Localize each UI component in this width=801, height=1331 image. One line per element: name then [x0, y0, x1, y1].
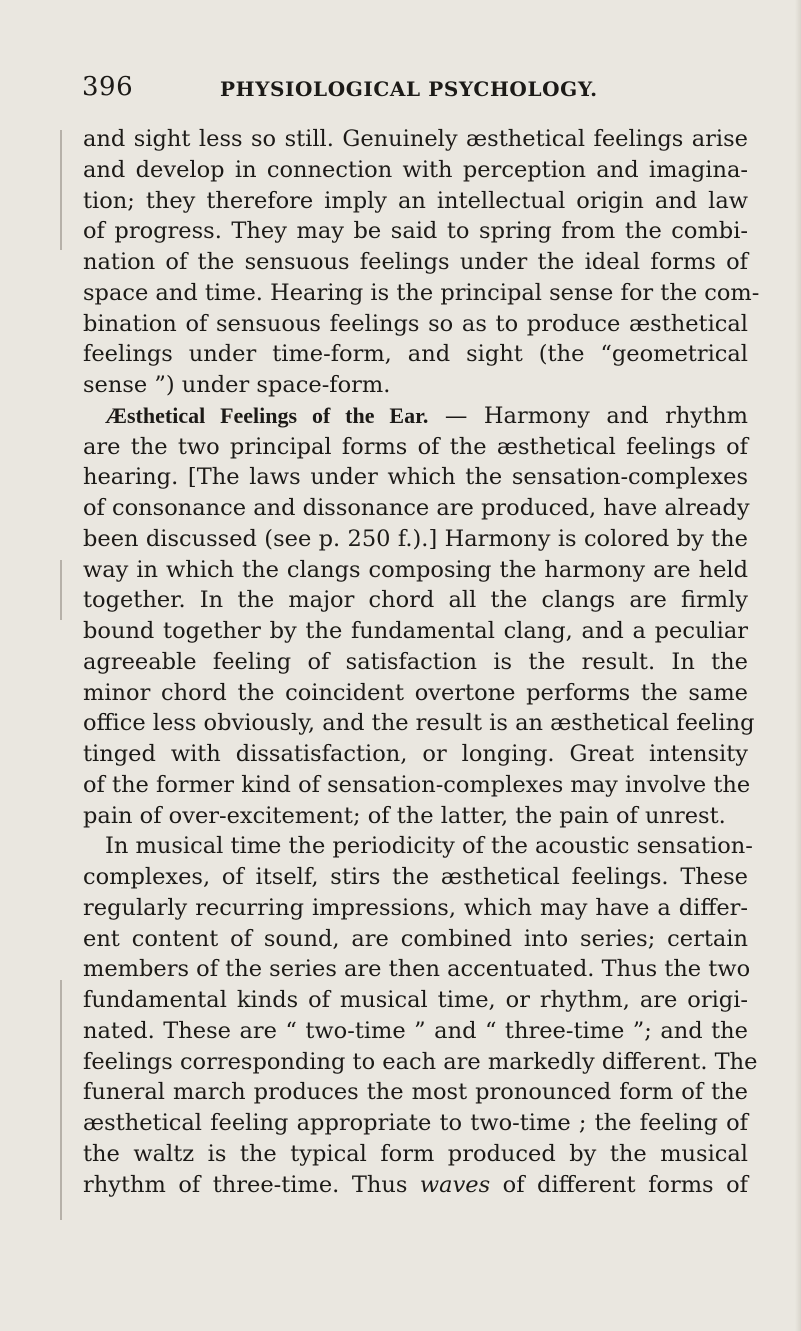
heading-tail: — Harmony and rhythm: [428, 402, 749, 429]
text-line: are the two principal forms of the æsthetical feelings of: [83, 433, 748, 460]
text-line: funeral march produces the most pronounced form of the: [83, 1079, 748, 1106]
text-line: and develop in connection with perception and imagina-: [83, 156, 748, 183]
text-line: bination of sensuous feelings so as to produce æsthetical: [83, 310, 748, 337]
page-header: [0, 72, 801, 102]
text-line: hearing. [The laws under which the sensation-complexes: [83, 464, 748, 491]
section-heading-line: [83, 401, 748, 432]
text-run: of different forms of: [490, 1171, 748, 1198]
text-line: together. In the major chord all the clangs are firmly: [83, 587, 748, 614]
text-line: the waltz is the typical form produced by the musical: [83, 1140, 748, 1167]
text-line: In musical time the periodicity of the acoustic sensation-: [105, 833, 753, 860]
text-line: agreeable feeling of satisfaction is the result. In the: [83, 648, 748, 675]
text-line: complexes, of itself, stirs the æsthetical feelings. These: [83, 864, 748, 890]
text-line: fundamental kinds of musical time, or rhythm, are origi-: [83, 987, 748, 1013]
text-line: ent content of sound, are combined into series; certain: [83, 925, 748, 952]
text-line: of consonance and dissonance are produced, have already: [83, 495, 750, 521]
body-text: [83, 124, 760, 1200]
page-number: 396: [82, 72, 134, 102]
text-line: of progress. They may be said to spring from the combi-: [83, 218, 748, 245]
text-run: rhythm of three-time. Thus: [83, 1171, 420, 1198]
text-line: space and time. Hearing is the principal sense for the com-: [83, 279, 760, 306]
text-line: been discussed (see p. 250 f.).] Harmony is colored by the: [83, 525, 748, 552]
text-line: æsthetical feeling appropriate to two-time ; the feeling of: [83, 1110, 748, 1136]
text-line: sense ”) under space-form.: [83, 372, 391, 398]
margin-shadow: [60, 130, 62, 250]
page-edge: [795, 0, 801, 1331]
text-line: of the former kind of sensation-complexes may involve the: [83, 771, 751, 798]
text-line: bound together by the fundamental clang, and a peculiar: [83, 618, 748, 644]
text-line: way in which the clangs composing the harmony are held: [83, 556, 748, 583]
italic-word: waves: [419, 1171, 491, 1198]
text-line: minor chord the coincident overtone performs the same: [83, 679, 748, 706]
text-line: nated. These are “ two-time ” and “ three-time ”; and the: [83, 1017, 748, 1044]
text-line-final: [83, 1170, 748, 1201]
text-line: pain of over-excitement; of the latter, the pain of unrest.: [83, 802, 726, 829]
section-heading: Æsthetical Feelings of the Ear.: [105, 402, 429, 428]
text-line: tion; they therefore imply an intellectual origin and law: [83, 187, 748, 214]
text-line: members of the series are then accentuated. Thus the two: [83, 956, 751, 983]
text-line: feelings under time-form, and sight (the “geometrical: [83, 341, 748, 368]
text-line: nation of the sensuous feelings under the ideal forms of: [83, 249, 748, 275]
text-line: regularly recurring impressions, which may have a differ-: [83, 894, 748, 921]
text-line: tinged with dissatisfaction, or longing. Great intensity: [83, 741, 748, 767]
running-head: PHYSIOLOGICAL PSYCHOLOGY.: [220, 77, 598, 101]
margin-shadow: [60, 980, 62, 1220]
text-line: feelings corresponding to each are markedly different. The: [83, 1048, 758, 1075]
text-line: and sight less so still. Genuinely æsthetical feelings arise: [83, 126, 748, 152]
margin-shadow: [60, 560, 62, 620]
text-line: office less obviously, and the result is an æsthetical feeling: [83, 710, 755, 737]
